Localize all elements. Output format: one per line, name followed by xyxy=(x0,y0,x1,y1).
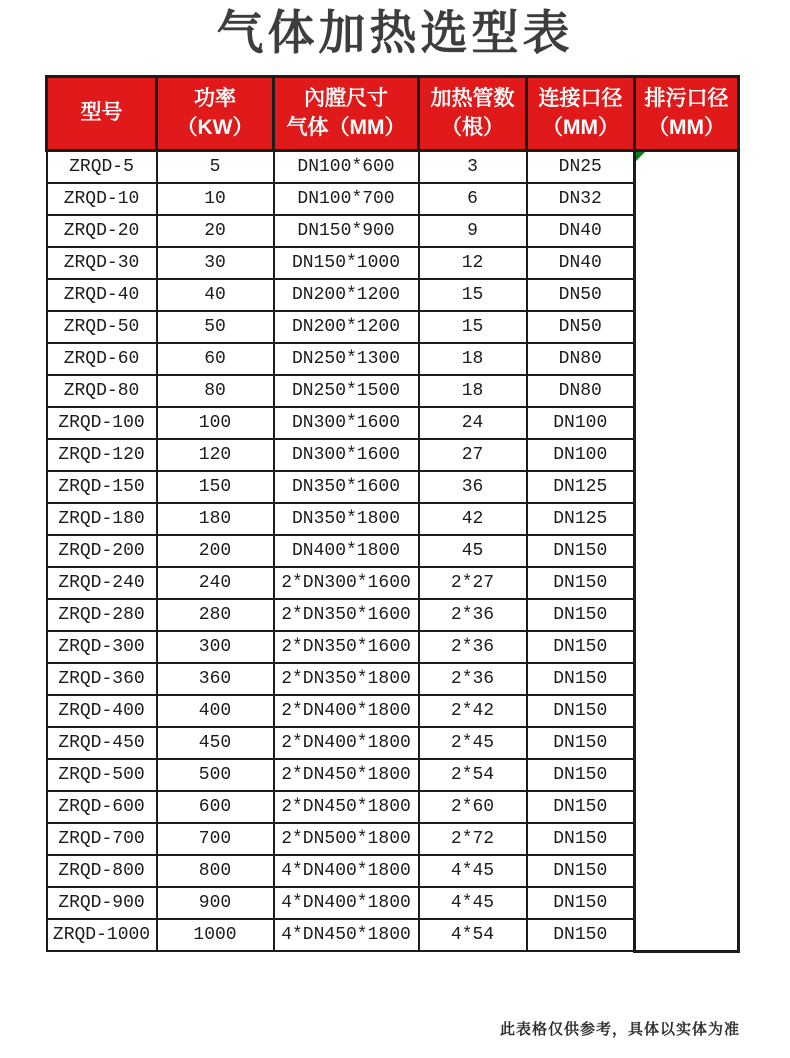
table-cell: 2*DN350*1800 xyxy=(274,663,419,695)
table-cell: 200 xyxy=(157,535,274,567)
table-cell: DN150 xyxy=(527,855,635,887)
table-cell: 30 xyxy=(157,247,274,279)
table-cell: ZRQD-700 xyxy=(47,823,157,855)
table-cell: 360 xyxy=(157,663,274,695)
table-cell: 900 xyxy=(157,887,274,919)
table-cell: ZRQD-100 xyxy=(47,407,157,439)
header-row xyxy=(47,77,739,151)
table-cell: 600 xyxy=(157,791,274,823)
table-cell: DN150 xyxy=(527,791,635,823)
table-cell: DN300*1600 xyxy=(274,439,419,471)
table-cell: DN25 xyxy=(527,151,635,184)
table-cell: 9 xyxy=(419,215,527,247)
table-cell: ZRQD-80 xyxy=(47,375,157,407)
table-cell: DN50 xyxy=(527,311,635,343)
table-cell: DN350*1800 xyxy=(274,503,419,535)
table-cell: 500 xyxy=(157,759,274,791)
table-cell: 60 xyxy=(157,343,274,375)
table-cell: 2*DN450*1800 xyxy=(274,791,419,823)
table-cell: 100 xyxy=(157,407,274,439)
gas-heater-selection-table xyxy=(45,75,740,953)
table-cell: ZRQD-20 xyxy=(47,215,157,247)
table-cell: DN150 xyxy=(527,727,635,759)
table-cell: ZRQD-500 xyxy=(47,759,157,791)
header-cell-3: 加热管数 （根） xyxy=(419,77,527,151)
table-cell: DN40 xyxy=(527,215,635,247)
table-cell: 180 xyxy=(157,503,274,535)
table-cell: 450 xyxy=(157,727,274,759)
table-cell: DN50 xyxy=(527,279,635,311)
table-cell: 4*54 xyxy=(419,919,527,951)
table-cell: ZRQD-30 xyxy=(47,247,157,279)
table-cell: ZRQD-40 xyxy=(47,279,157,311)
table-cell: ZRQD-50 xyxy=(47,311,157,343)
table-cell: 20 xyxy=(157,215,274,247)
table-cell: 800 xyxy=(157,855,274,887)
table-cell: DN200*1200 xyxy=(274,279,419,311)
table-cell: 2*27 xyxy=(419,567,527,599)
table-cell: 2*36 xyxy=(419,599,527,631)
table-cell: ZRQD-450 xyxy=(47,727,157,759)
table-cell: ZRQD-180 xyxy=(47,503,157,535)
table-cell: ZRQD-150 xyxy=(47,471,157,503)
table-cell: DN150 xyxy=(527,631,635,663)
table-cell: 2*72 xyxy=(419,823,527,855)
table-cell: 15 xyxy=(419,311,527,343)
table-cell: DN200*1200 xyxy=(274,311,419,343)
table-cell: ZRQD-400 xyxy=(47,695,157,727)
table-row xyxy=(47,151,739,184)
table-cell: ZRQD-240 xyxy=(47,567,157,599)
table-cell: DN150*900 xyxy=(274,215,419,247)
table-cell: 4*DN400*1800 xyxy=(274,855,419,887)
table-cell: 150 xyxy=(157,471,274,503)
table-cell: 27 xyxy=(419,439,527,471)
table-cell: 4*45 xyxy=(419,855,527,887)
table-cell: 2*DN300*1600 xyxy=(274,567,419,599)
table-cell: 2*54 xyxy=(419,759,527,791)
footnote: 此表格仅供参考，具体以实体为准 xyxy=(499,1021,740,1038)
table-cell: ZRQD-360 xyxy=(47,663,157,695)
table-cell: 15 xyxy=(419,279,527,311)
table-cell: ZRQD-10 xyxy=(47,183,157,215)
table-cell: 2*45 xyxy=(419,727,527,759)
table-cell: DN100*600 xyxy=(274,151,419,184)
table-cell: DN100*700 xyxy=(274,183,419,215)
table-cell: 240 xyxy=(157,567,274,599)
table-cell: 120 xyxy=(157,439,274,471)
header-cell-4: 连接口径 （MM） xyxy=(527,77,635,151)
table-cell: 2*DN450*1800 xyxy=(274,759,419,791)
table-cell: 2*42 xyxy=(419,695,527,727)
table-cell: 40 xyxy=(157,279,274,311)
table-cell: 6 xyxy=(419,183,527,215)
table-cell: ZRQD-300 xyxy=(47,631,157,663)
table-cell: 80 xyxy=(157,375,274,407)
table-cell: ZRQD-900 xyxy=(47,887,157,919)
table-cell: ZRQD-1000 xyxy=(47,919,157,951)
table-cell: ZRQD-200 xyxy=(47,535,157,567)
table-cell: 2*DN350*1600 xyxy=(274,599,419,631)
table-cell: ZRQD-600 xyxy=(47,791,157,823)
table-cell: 2*DN500*1800 xyxy=(274,823,419,855)
table-cell: 42 xyxy=(419,503,527,535)
table-cell: 2*DN400*1800 xyxy=(274,727,419,759)
table-cell: 1000 xyxy=(157,919,274,951)
table-cell: 12 xyxy=(419,247,527,279)
header-cell-1: 功率 （KW） xyxy=(157,77,274,151)
table-cell: DN150 xyxy=(527,535,635,567)
table-header xyxy=(47,77,739,151)
table-cell: DN350*1600 xyxy=(274,471,419,503)
table-cell: 3 xyxy=(419,151,527,184)
table-cell: DN300*1600 xyxy=(274,407,419,439)
table-cell: ZRQD-120 xyxy=(47,439,157,471)
table-cell: DN125 xyxy=(527,471,635,503)
table-cell: DN150 xyxy=(527,823,635,855)
table-cell: 24 xyxy=(419,407,527,439)
table-cell: DN250*1500 xyxy=(274,375,419,407)
table-cell: DN150 xyxy=(527,599,635,631)
table-cell: DN40 xyxy=(527,247,635,279)
drain-column-merged-cell xyxy=(635,151,739,952)
table-cell: ZRQD-800 xyxy=(47,855,157,887)
table-cell: DN150 xyxy=(527,919,635,951)
table-cell: 10 xyxy=(157,183,274,215)
table-cell: DN150*1000 xyxy=(274,247,419,279)
table-cell: 36 xyxy=(419,471,527,503)
table-cell: 700 xyxy=(157,823,274,855)
header-cell-2: 內膛尺寸 气体（MM） xyxy=(274,77,419,151)
table-cell: 280 xyxy=(157,599,274,631)
table-cell: DN150 xyxy=(527,567,635,599)
table-cell: 2*DN350*1600 xyxy=(274,631,419,663)
header-cell-0: 型号 xyxy=(47,77,157,151)
table-cell: 45 xyxy=(419,535,527,567)
table-body xyxy=(47,151,739,952)
table-cell: 2*DN400*1800 xyxy=(274,695,419,727)
table-cell: DN125 xyxy=(527,503,635,535)
cell-error-marker-icon xyxy=(636,152,645,161)
table-cell: 18 xyxy=(419,343,527,375)
table-cell: 2*36 xyxy=(419,663,527,695)
table-cell: DN150 xyxy=(527,887,635,919)
table-cell: 4*DN400*1800 xyxy=(274,887,419,919)
page-title: 气体加热选型表 xyxy=(216,6,574,59)
table-cell: 5 xyxy=(157,151,274,184)
header-cell-5: 排污口径 （MM） xyxy=(635,77,739,151)
table-cell: 300 xyxy=(157,631,274,663)
table-cell: DN100 xyxy=(527,439,635,471)
table-cell: DN80 xyxy=(527,343,635,375)
table-cell: ZRQD-60 xyxy=(47,343,157,375)
table-cell: DN100 xyxy=(527,407,635,439)
table-cell: 50 xyxy=(157,311,274,343)
table-cell: ZRQD-5 xyxy=(47,151,157,184)
table-cell: DN32 xyxy=(527,183,635,215)
table-cell: 2*36 xyxy=(419,631,527,663)
table-cell: 4*45 xyxy=(419,887,527,919)
table-cell: 18 xyxy=(419,375,527,407)
table-cell: 2*60 xyxy=(419,791,527,823)
table-cell: DN150 xyxy=(527,759,635,791)
table-cell: DN150 xyxy=(527,695,635,727)
table-cell: DN400*1800 xyxy=(274,535,419,567)
table-cell: DN250*1300 xyxy=(274,343,419,375)
table-cell: DN80 xyxy=(527,375,635,407)
table-cell: 400 xyxy=(157,695,274,727)
table-cell: ZRQD-280 xyxy=(47,599,157,631)
table-cell: DN150 xyxy=(527,663,635,695)
table-cell: 4*DN450*1800 xyxy=(274,919,419,951)
